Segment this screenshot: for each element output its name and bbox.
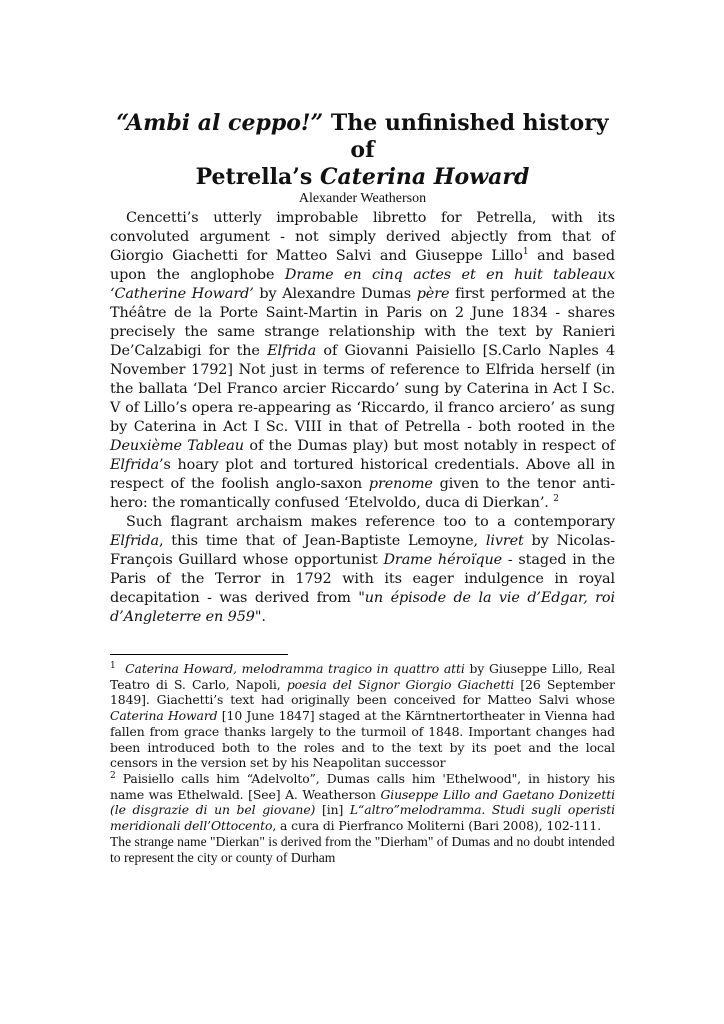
title-line-2: of bbox=[350, 137, 375, 163]
footnote-1-number: 1 bbox=[110, 660, 116, 671]
title-quote: “Ambi al ceppo!” bbox=[116, 110, 324, 136]
footnotes bbox=[110, 661, 615, 867]
title-line-1: “Ambi al ceppo!” The unfinished history bbox=[116, 110, 609, 136]
author-name: Alexander Weatherson bbox=[298, 191, 427, 206]
article-body bbox=[110, 209, 615, 627]
footnote-ref-2[interactable]: 2 bbox=[553, 494, 559, 505]
body-paragraph-2: Such flagrant archaism makes reference too to a contemporary Elfrida, this time that of Jean-Baptiste Lemoyne, livret by Nicolas-François Guillard whose opportunist Drame héroïque - staged in the Paris of the Terror in 1792 with its eager indulgence in royal decapitation - was derived from "un épisode de la vie d’Edgar, roi d’Angleterre en 959". bbox=[110, 514, 616, 625]
title-line-3: Petrella’s Caterina Howard bbox=[195, 164, 530, 190]
body-paragraph-1: Cencetti’s utterly improbable libretto for Petrella, with its convoluted argument - not simply derived abjectly from that of Giorgio Giachetti for Matteo Salvi and Giuseppe Lillo$^1$ and based upon the anglophobe Drame en cinq actes et en huit tableaux ‘Catherine Howard’ by Alexandre Dumas père first performed at the Théâtre de la Porte Saint-Martin in Paris on 2 June 1834 - shares precisely the same strange relationship with the text by Ranieri De’Calzabigi for the Elfrida of Giovanni Paisiello [S.Carlo Naples 4 November 1792] Not just in terms of reference to Elfrida herself (in the ballata ‘Del Franco arcier Riccardo’ sung by Caterina in Act I Sc. V of Lillo’s opera re-appearing as ‘Riccardo, il franco arciero’ as sung by Caterina in Act I Sc. VIII in that of Petrella - both rooted in the Deuxième Tableau of the Dumas play) but most notably in respect of Elfrida’s hoary plot and tortured historical credentials. Above all in respect of the foolish anglo-saxon prenome given to the tenor anti-hero: the romantically confused ‘Etelvoldo, duca di Dierkan’. $^2$ bbox=[110, 210, 615, 511]
footnote-2-continuation: The strange name "Dierkan" is derived from the "Dierham" of Dumas and no doubt intended to represent the city or county of Durham bbox=[110, 833, 615, 866]
footnote-ref-1[interactable]: 1 bbox=[522, 247, 529, 258]
footnote-1: $^1$ Caterina Howard, melodramma tragico in quattro atti by Giuseppe Lillo, Real Teatro di S. Carlo, Napoli, poesia del Signor Giorgio Giachetti [26 September 1849]. Giachetti’s text had originally been conceived for Matteo Salvi whose Caterina Howard [10 June 1847] staged at the Kärntnertortheater in Vienna had fallen from grace thanks largely to the turmoil of 1848. Important changes had been introduced both to the roles and to the text by its poet and the local censors in the version set by his Neapolitan successor bbox=[110, 660, 615, 771]
footnote-2-number: 2 bbox=[110, 770, 116, 781]
article-title bbox=[110, 110, 615, 191]
footnote-separator bbox=[110, 654, 288, 655]
document-page bbox=[110, 110, 615, 867]
footnote-2: $^2$ Paisiello calls him “Adelvolto”, Dumas calls him 'Ethelwood", in history his name was Ethelwald. [See] A. Weatherson Giuseppe Lillo and Gaetano Donizetti (le disgrazie di un bel giovane) [in] L“altro”melodramma. Studi sugli operisti meridionali dell’Ottocento, a cura di Pierfranco Moliterni (Bari 2008), 102-111. bbox=[110, 770, 615, 834]
